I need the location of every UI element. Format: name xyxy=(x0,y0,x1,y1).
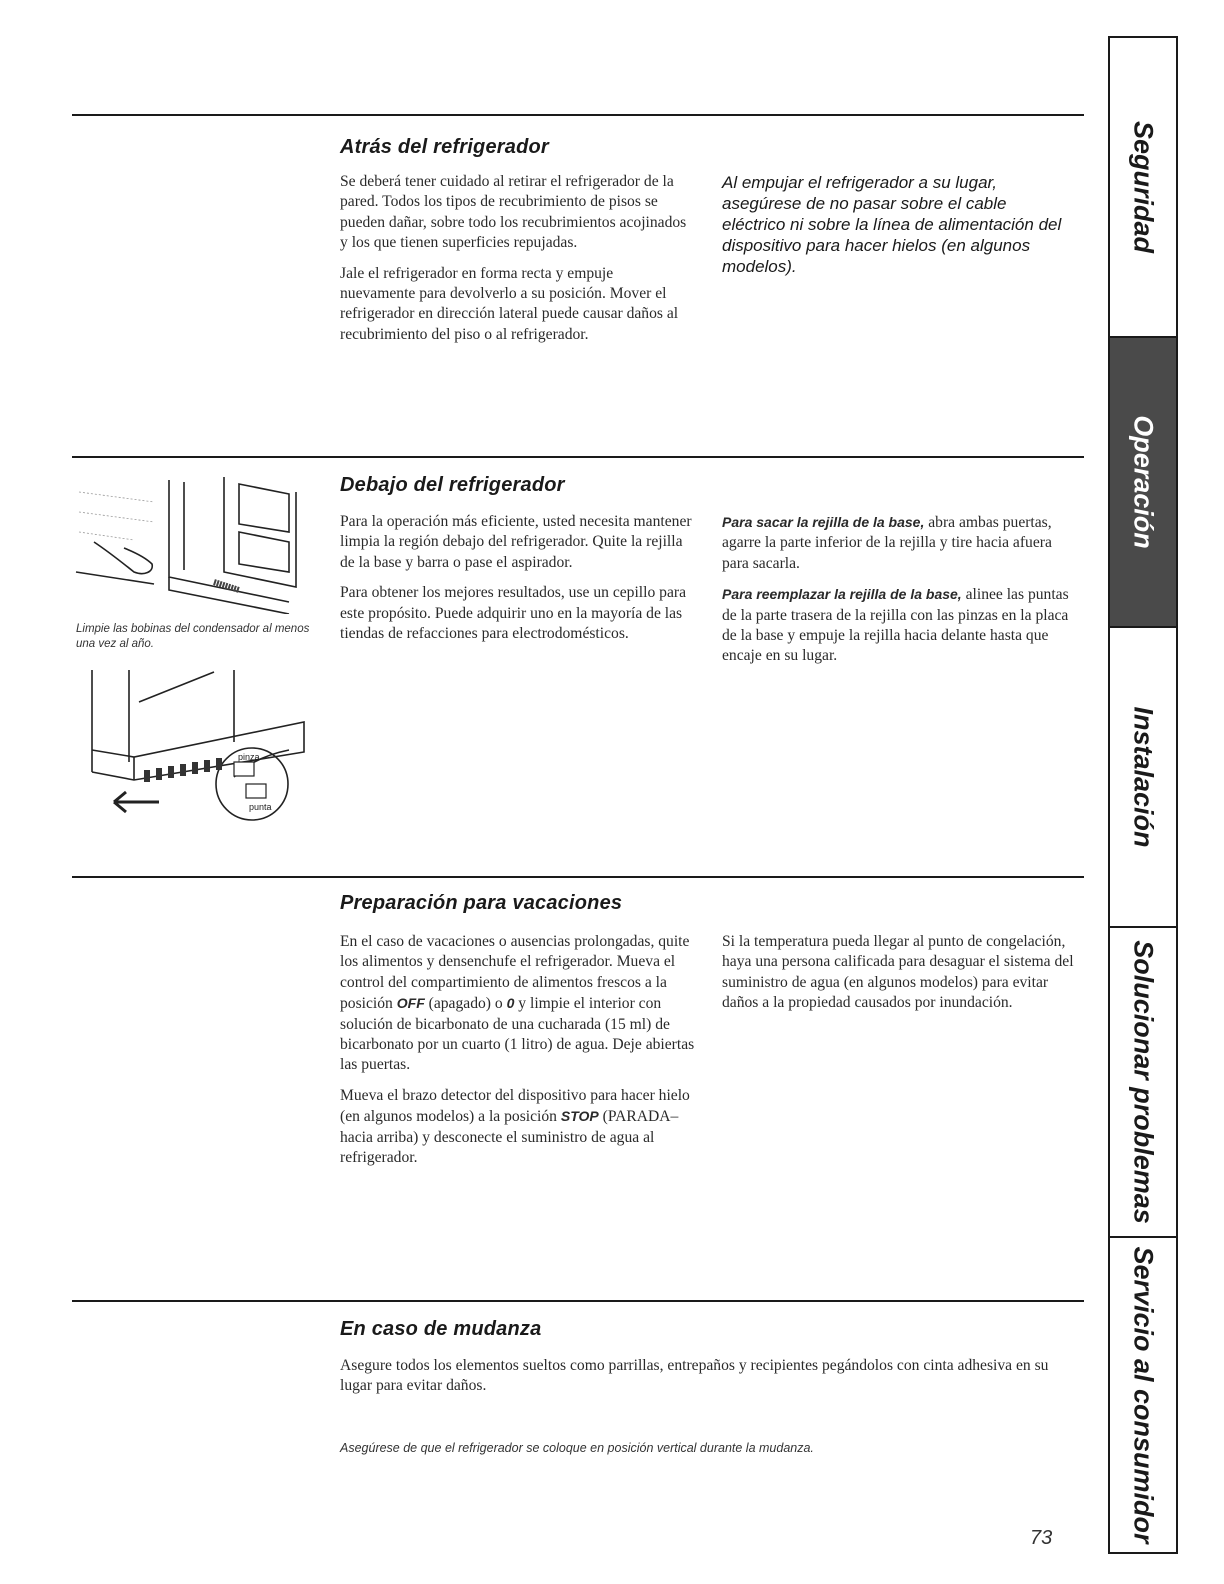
vacation-p2-part-a: Mueva el brazo detector del dispositivo para hacer hielo (en algunos modelos) a la posición xyxy=(340,1086,690,1126)
tab-servicio-al-consumidor[interactable] xyxy=(1110,1238,1176,1552)
tab-servicio-al-consumidor-label: Servicio al consumidor xyxy=(1128,1246,1159,1544)
section-divider xyxy=(72,456,1084,458)
zero-keyword: 0 xyxy=(506,995,515,1012)
moving-text-column xyxy=(340,1356,1080,1407)
under-grille-column xyxy=(722,512,1078,677)
punta-label: punta xyxy=(249,802,272,812)
page-number: 73 xyxy=(1030,1527,1053,1549)
vacation-p2-part-b: (PARADA–hacia arriba) y desconecte el suministro de agua al refrigerador. xyxy=(340,1108,679,1167)
under-paragraph-2: Para obtener los mejores resultados, use un cepillo para este propósito. Puede adquirir uno en la mayoría de las tiendas de refacciones para electrodomésticos. xyxy=(340,584,686,643)
section-divider xyxy=(72,114,1084,116)
replace-grille-lead: Para reemplazar la rejilla de la base, xyxy=(722,586,962,603)
back-text-column xyxy=(340,172,692,355)
moving-paragraph-1: Asegure todos los elementos sueltos como parrillas, entrepaños y recipientes pegándolos con cinta adhesiva en su lugar para evitar daños. xyxy=(340,1357,1049,1395)
vacation-p1-part-c: y limpie el interior con solución de bicarbonato de una cucharada (15 ml) de bicarbonato por un cuarto (1 litro) de agua. Deje abiertas las puertas. xyxy=(340,995,695,1074)
tab-seguridad[interactable] xyxy=(1110,38,1176,338)
vacuum-illustration xyxy=(74,472,306,614)
section-title-moving: En caso de mudanza xyxy=(340,1318,542,1340)
off-keyword: OFF xyxy=(396,995,425,1012)
vacation-paragraph-3: Si la temperatura pueda llegar al punto de congelación, haya una persona calificada para desaguar el sistema del suministro de agua (en algunos modelos) para evitar daños a la propiedad causados por inundación. xyxy=(722,933,1074,1012)
vacation-text-column xyxy=(340,932,710,1178)
back-paragraph-1: Se deberá tener cuidado al retirar el refrigerador de la pared. Todos los tipos de recubrimiento de pisos se pueden dañar, sobre todo los recubrimientos acojinados y los que tienen superficies repujadas. xyxy=(340,173,687,252)
section-tabs xyxy=(1108,36,1178,1554)
replace-grille-paragraph xyxy=(722,584,1078,667)
stop-keyword: STOP xyxy=(560,1108,599,1125)
section-title-under: Debajo del refrigerador xyxy=(340,474,565,496)
tab-operacion[interactable] xyxy=(1110,338,1176,628)
tab-operacion-label: Operación xyxy=(1128,415,1159,549)
tab-solucionar-problemas[interactable] xyxy=(1110,928,1176,1238)
section-title-vacation: Preparación para vacaciones xyxy=(340,892,623,914)
tab-solucionar-problemas-label: Solucionar problemas xyxy=(1128,940,1159,1224)
tab-seguridad-label: Seguridad xyxy=(1128,120,1159,254)
vacation-side-column xyxy=(722,932,1078,1024)
under-text-column xyxy=(340,512,692,654)
section-title-back: Atrás del refrigerador xyxy=(340,136,549,158)
vacation-p1-part-b: (apagado) o xyxy=(424,995,507,1013)
vacation-p1-part-a: En el caso de vacaciones o ausencias prolongadas, quite los alimentos y densenchufe el refrigerador. Mueva el control del compartimiento de alimentos frescos a la posición xyxy=(340,933,690,1013)
replace-grille-text: alinee las puntas de la parte trasera de la rejilla con las pinzas en la placa de la base y empuje la rejilla hacia delante hasta que encaje en su lugar. xyxy=(722,586,1069,665)
back-warning: Al empujar el refrigerador a su lugar, asegúrese de no pasar sobre el cable eléctrico ni sobre la línea de alimentación del dispositivo para hacer hielos (en algunos modelos). xyxy=(722,173,1062,276)
illustration-caption: Limpie las bobinas del condensador al menos una vez al año. xyxy=(76,623,310,650)
tab-instalacion-label: Instalación xyxy=(1128,706,1159,848)
section-divider xyxy=(72,876,1084,878)
remove-grille-text: abra ambas puertas, agarre la parte inferior de la rejilla y tire hacia afuera para sacarla. xyxy=(722,514,1052,572)
under-paragraph-1: Para la operación más eficiente, usted necesita mantener limpia la región debajo del refrigerador. Quite la rejilla de la base y barra o pase el aspirador. xyxy=(340,513,692,571)
remove-grille-paragraph xyxy=(722,512,1078,574)
remove-grille-lead: Para sacar la rejilla de la base, xyxy=(722,514,925,530)
pinza-label: pinza xyxy=(238,752,260,762)
base-grille-illustration xyxy=(74,662,314,830)
tab-instalacion[interactable] xyxy=(1110,628,1176,928)
back-paragraph-2: Jale el refrigerador en forma recta y empuje nuevamente para devolverlo a su posición. Mover el refrigerador en dirección lateral puede causar daños al recubrimiento del piso o al refrigerador. xyxy=(340,264,679,343)
section-divider xyxy=(72,1300,1084,1302)
vacation-paragraph-2 xyxy=(340,1086,710,1169)
moving-note: Asegúrese de que el refrigerador se coloque en posición vertical durante la mudanza. xyxy=(340,1441,814,1455)
vacation-paragraph-1 xyxy=(340,932,710,1076)
